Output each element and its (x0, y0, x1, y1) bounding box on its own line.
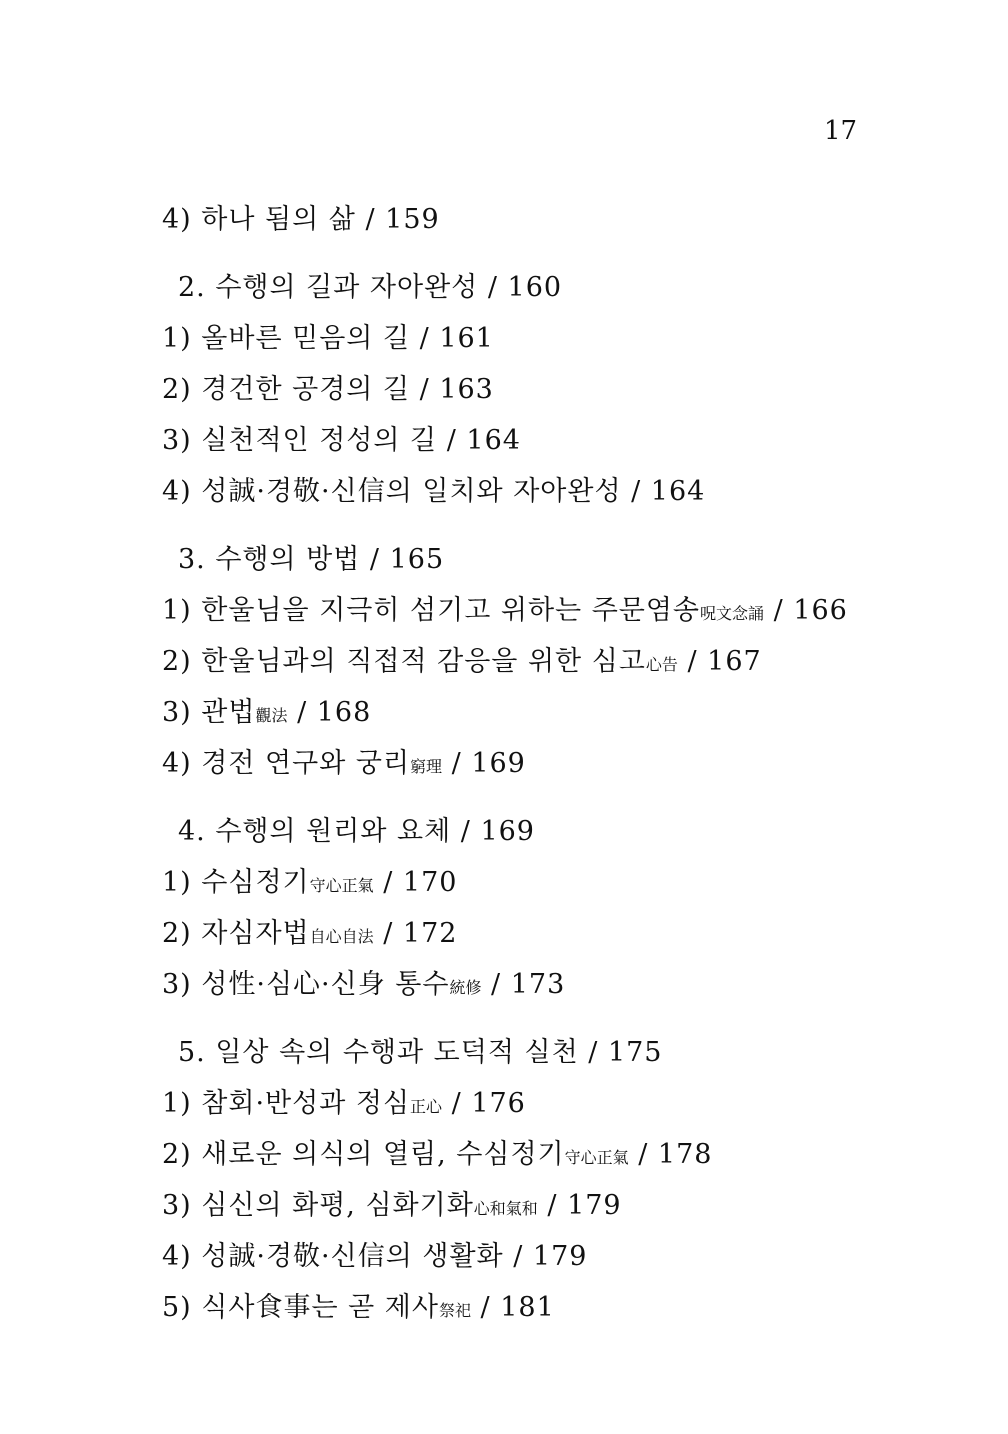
toc-separator: / (360, 544, 390, 575)
toc-entry-page: 178 (657, 1139, 713, 1170)
toc-entry-hanja: 正心 (410, 1097, 443, 1116)
toc-entry-label: 1) 참회·반성과 정심 (162, 1088, 411, 1119)
toc-entry (162, 1285, 555, 1324)
toc-entry-label: 1) 수심정기 (162, 867, 310, 898)
toc-entry (162, 639, 762, 678)
toc-entry-page: 165 (389, 544, 445, 575)
toc-entry-page: 172 (402, 918, 458, 949)
toc-entry-label: 5) 식사食事는 곧 제사 (162, 1292, 439, 1323)
toc-entry-label: 5. 일상 속의 수행과 도덕적 실천 (178, 1037, 579, 1068)
toc-entry-page: 166 (793, 595, 848, 626)
toc-entry-page: 168 (316, 697, 372, 728)
toc-entry (162, 860, 457, 899)
toc-entry (162, 1183, 622, 1222)
toc-entry-label: 3) 성性·심心·신身 통수 (162, 969, 450, 1000)
toc-entry-label: 3) 실천적인 정성의 길 (162, 425, 438, 456)
toc-entry-page: 164 (650, 476, 706, 507)
toc-entry-label: 3. 수행의 방법 (178, 544, 361, 575)
toc-entry (162, 690, 371, 729)
toc-entry-page: 160 (507, 272, 563, 303)
toc-entry-page: 159 (385, 204, 440, 235)
toc-separator: / (287, 697, 317, 728)
toc-section-heading (178, 265, 562, 304)
toc-entry-page: 164 (466, 425, 521, 456)
toc-entry (162, 911, 457, 950)
toc-entry (162, 316, 494, 355)
toc-separator: / (621, 476, 651, 507)
toc-separator: / (578, 1037, 608, 1068)
toc-entry-page: 179 (532, 1241, 588, 1272)
toc-entry (162, 1132, 712, 1171)
toc-entry (162, 469, 705, 508)
toc-entry-page: 181 (500, 1292, 555, 1323)
toc-entry (162, 1081, 526, 1120)
toc-entry-page: 176 (471, 1088, 526, 1119)
toc-entry-hanja: 統修 (449, 978, 482, 997)
toc-entry (162, 962, 565, 1001)
toc-entry-page: 173 (510, 969, 566, 1000)
toc-entry-hanja: 祭祀 (438, 1301, 471, 1320)
toc-entry-label: 1) 한울님을 지극히 섬기고 위하는 주문염송 (162, 595, 701, 626)
toc-section-heading (178, 809, 535, 848)
toc-separator: / (355, 204, 386, 235)
toc-section-heading (178, 1030, 662, 1069)
toc-entry-page: 167 (707, 646, 762, 677)
toc-separator: / (628, 1139, 658, 1170)
toc-separator: / (677, 646, 708, 677)
toc-entry (162, 367, 494, 406)
toc-entry-page: 169 (471, 748, 526, 779)
toc-entry (162, 741, 526, 780)
toc-entry-hanja: 心告 (645, 655, 678, 674)
toc-entry-page: 175 (607, 1037, 663, 1068)
toc-entry-label: 3) 관법 (162, 697, 256, 728)
toc-entry-label: 4) 성誠·경敬·신信의 생활화 (162, 1241, 504, 1272)
toc-entry (162, 197, 440, 236)
toc-separator: / (537, 1190, 568, 1221)
toc-entry-page: 179 (567, 1190, 622, 1221)
toc-entry-page: 163 (439, 374, 494, 405)
toc-entry-label: 4. 수행의 원리와 요체 (178, 816, 452, 847)
toc-entry-label: 2) 새로운 의식의 열림, 수심정기 (162, 1139, 565, 1170)
toc-separator: / (470, 1292, 501, 1323)
toc-separator: / (478, 272, 508, 303)
toc-entry-hanja: 守心正氣 (564, 1148, 629, 1167)
toc-entry-label: 4) 성誠·경敬·신信의 일치와 자아완성 (162, 476, 622, 507)
toc-entry-label: 1) 올바른 믿음의 길 (162, 323, 411, 354)
toc-entry-page: 170 (402, 867, 458, 898)
toc-separator: / (764, 595, 794, 626)
toc-entry (162, 588, 848, 627)
page-number: 17 (824, 116, 858, 146)
toc-separator: / (503, 1241, 533, 1272)
toc-entry-hanja: 觀法 (255, 706, 288, 725)
toc-entry-page: 169 (480, 816, 535, 847)
toc-entry (162, 418, 521, 457)
toc-entry-label: 2) 한울님과의 직접적 감응을 위한 심고 (162, 646, 646, 677)
toc-separator: / (451, 816, 481, 847)
toc-entry-label: 3) 심신의 화평, 심화기화 (162, 1190, 474, 1221)
toc-separator: / (373, 867, 403, 898)
toc-entry-label: 4) 하나 됨의 삶 (162, 204, 356, 235)
toc-separator: / (410, 323, 440, 354)
toc-section-heading (178, 537, 444, 576)
toc-entry-label: 2) 경건한 공경의 길 (162, 374, 411, 405)
toc-entry-hanja: 心和氣和 (473, 1199, 538, 1218)
toc-entry-label: 2. 수행의 길과 자아완성 (178, 272, 479, 303)
toc-entry-hanja: 守心正氣 (309, 876, 374, 895)
toc-entry-label: 2) 자심자법 (162, 918, 310, 949)
toc-entry-hanja: 自心自法 (309, 927, 374, 946)
toc-entry (162, 1234, 587, 1273)
toc-separator: / (481, 969, 511, 1000)
toc-separator: / (442, 1088, 472, 1119)
toc-separator: / (410, 374, 440, 405)
toc-entry-page: 161 (439, 323, 494, 354)
toc-entry-label: 4) 경전 연구와 궁리 (162, 748, 411, 779)
toc-separator: / (373, 918, 403, 949)
toc-entry-hanja: 呪文念誦 (700, 604, 765, 623)
toc-separator: / (437, 425, 467, 456)
toc-entry-hanja: 窮理 (410, 757, 443, 776)
toc-separator: / (442, 748, 472, 779)
